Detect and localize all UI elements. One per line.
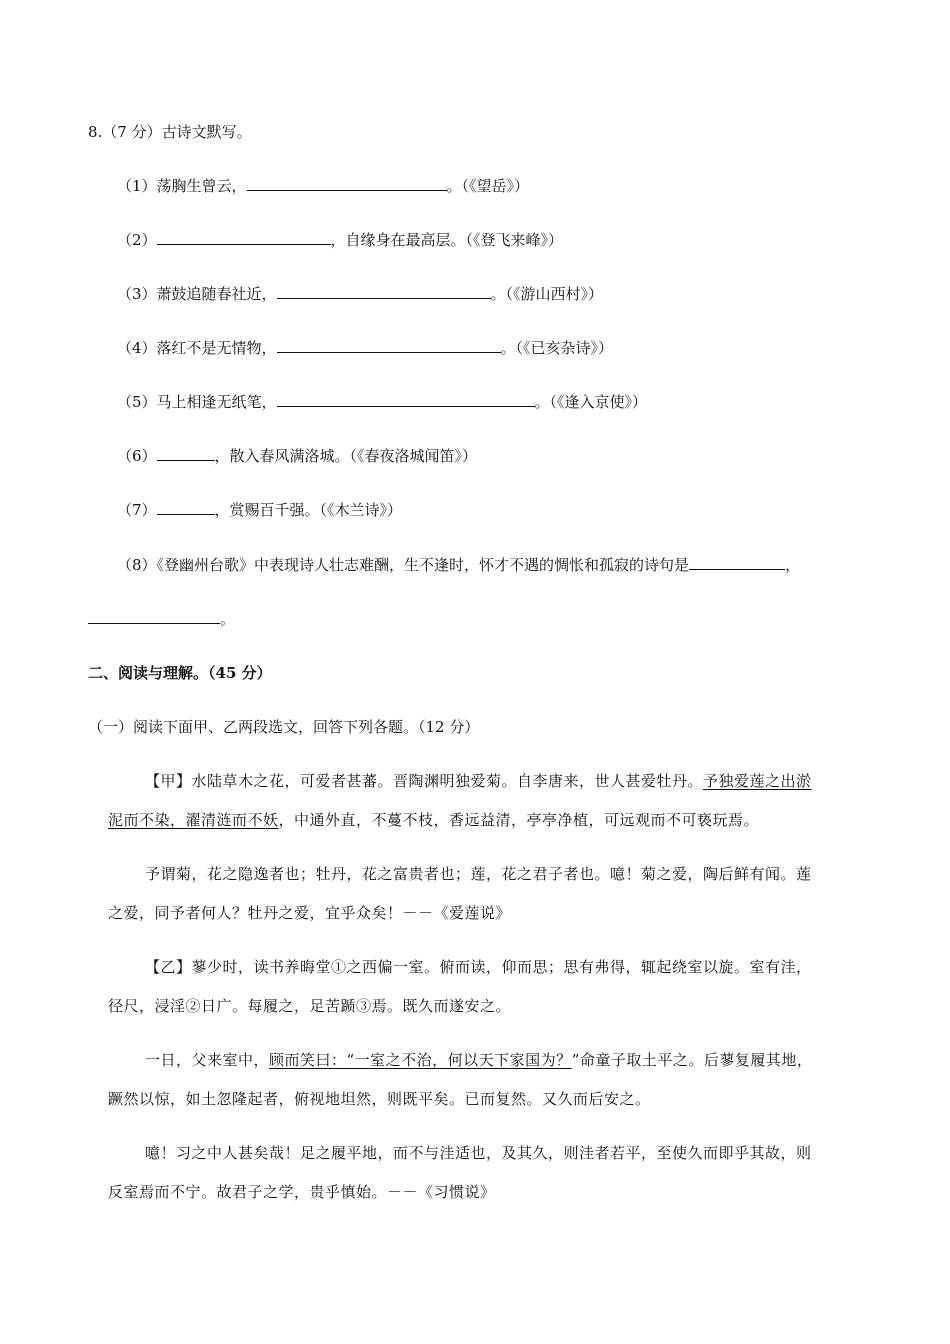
passage-yi-line-4: 蹶然以惊，如土忽隆起者，俯视地坦然，则既平矣。已而复然。又久而后安之。 <box>108 1090 651 1108</box>
item-2-blank[interactable] <box>157 230 331 245</box>
passage-jia-underlined: 予独爱莲之出淤 <box>703 772 812 790</box>
item-4-post: 。（《已亥杂诗》） <box>500 339 614 357</box>
item-3 <box>117 284 603 304</box>
item-1-blank[interactable] <box>247 176 447 191</box>
item-6-blank[interactable] <box>157 446 215 461</box>
item-5-post: 。（《逢入京使》） <box>534 393 648 411</box>
item-5 <box>117 392 647 412</box>
passage-jia-text: ，中通外直，不蔓不枝，香远益清，亭亭净植，可远观而不可亵玩焉。 <box>278 811 760 829</box>
item-7-post: ，赏赐百千强。（《木兰诗》） <box>214 501 403 519</box>
item-8-blank-2[interactable] <box>88 609 220 624</box>
item-8-line-1 <box>117 555 800 575</box>
item-7-blank[interactable] <box>157 500 215 515</box>
item-5-pre: （5）马上相逢无纸笔， <box>117 393 277 411</box>
passage-jia-line-1 <box>145 771 812 791</box>
passage-jia-line-3: 予谓菊，花之隐逸者也；牡丹，花之富贵者也；莲，花之君子者也。噫！菊之爱，陶后鲜有闻。莲 <box>145 865 812 883</box>
item-6-pre: （6） <box>117 447 157 465</box>
item-7-pre: （7） <box>117 501 157 519</box>
passage-yi-line-6: 反室焉而不宁。故君子之学，贵乎慎始。－－《习惯说》 <box>108 1183 496 1201</box>
item-8-line-2 <box>88 609 235 629</box>
item-6-post: ，散入春风满洛城。（《春夜洛城闻笛》） <box>214 447 478 465</box>
passage-yi-line-2: 径尺，浸淫②日广。每履之，足苦踬③焉。既久而遂安之。 <box>108 997 512 1015</box>
item-7 <box>117 500 402 520</box>
item-1-pre: （1）荡胸生曾云， <box>117 177 247 195</box>
item-8-blank-1[interactable] <box>689 555 785 570</box>
item-8-end: 。 <box>220 610 236 628</box>
item-4-pre: （4）落红不是无情物， <box>117 339 277 357</box>
item-2-post: ，自缘身在最高层。（《登飞来峰》） <box>330 231 564 249</box>
item-6 <box>117 446 477 466</box>
passage-yi-line-3 <box>145 1050 812 1070</box>
item-4 <box>117 338 613 358</box>
section-2-part-1: （一）阅读下面甲、乙两段选文，回答下列各题。（12 分） <box>88 718 480 736</box>
item-1-post: 。（《望岳》） <box>446 177 530 195</box>
passage-yi-line-1: 【乙】蓼少时，读书养晦堂①之西偏一室。俯而读，仰而思；思有弗得，辄起绕室以旋。室有洼， <box>145 958 812 976</box>
passage-jia-line-2 <box>108 810 759 830</box>
question-8-title: 8.（7 分）古诗文默写。 <box>88 123 252 141</box>
item-1 <box>117 176 529 196</box>
item-3-pre: （3）萧鼓追随春社近， <box>117 285 277 303</box>
passage-yi-text: ”命童子取土平之。后蓼复履其地， <box>571 1051 813 1069</box>
passage-yi-text: 一日，父来室中， <box>145 1051 270 1069</box>
passage-jia-text: 【甲】水陆草木之花，可爱者甚蕃。晋陶渊明独爱菊。自李唐来，世人甚爱牡丹。 <box>145 772 704 790</box>
item-2 <box>117 230 563 250</box>
passage-yi-line-5: 噫！习之中人甚矣哉！足之履平地，而不与洼适也，及其久，则洼者若平，至使久而即乎其故，则 <box>145 1144 812 1162</box>
item-8-text: （8）《登幽州台歌》中表现诗人壮志难酬，生不逢时，怀才不遇的惆怅和孤寂的诗句是 <box>117 556 690 574</box>
passage-jia-underlined: 泥而不染，濯清涟而不妖 <box>108 811 279 829</box>
item-3-blank[interactable] <box>277 284 491 299</box>
section-2-heading: 二、阅读与理解。（45 分） <box>88 664 272 682</box>
passage-jia-line-4: 之爱，同予者何人？牡丹之爱，宜乎众矣！－－《爱莲说》 <box>108 904 512 922</box>
passage-yi-underlined: 顾而笑曰：“一室之不治，何以天下家国为？ <box>269 1051 572 1069</box>
item-5-blank[interactable] <box>277 392 535 407</box>
item-3-post: 。（《游山西村》） <box>490 285 604 303</box>
item-4-blank[interactable] <box>277 338 501 353</box>
item-2-pre: （2） <box>117 231 157 249</box>
item-8-comma: ， <box>785 556 801 574</box>
